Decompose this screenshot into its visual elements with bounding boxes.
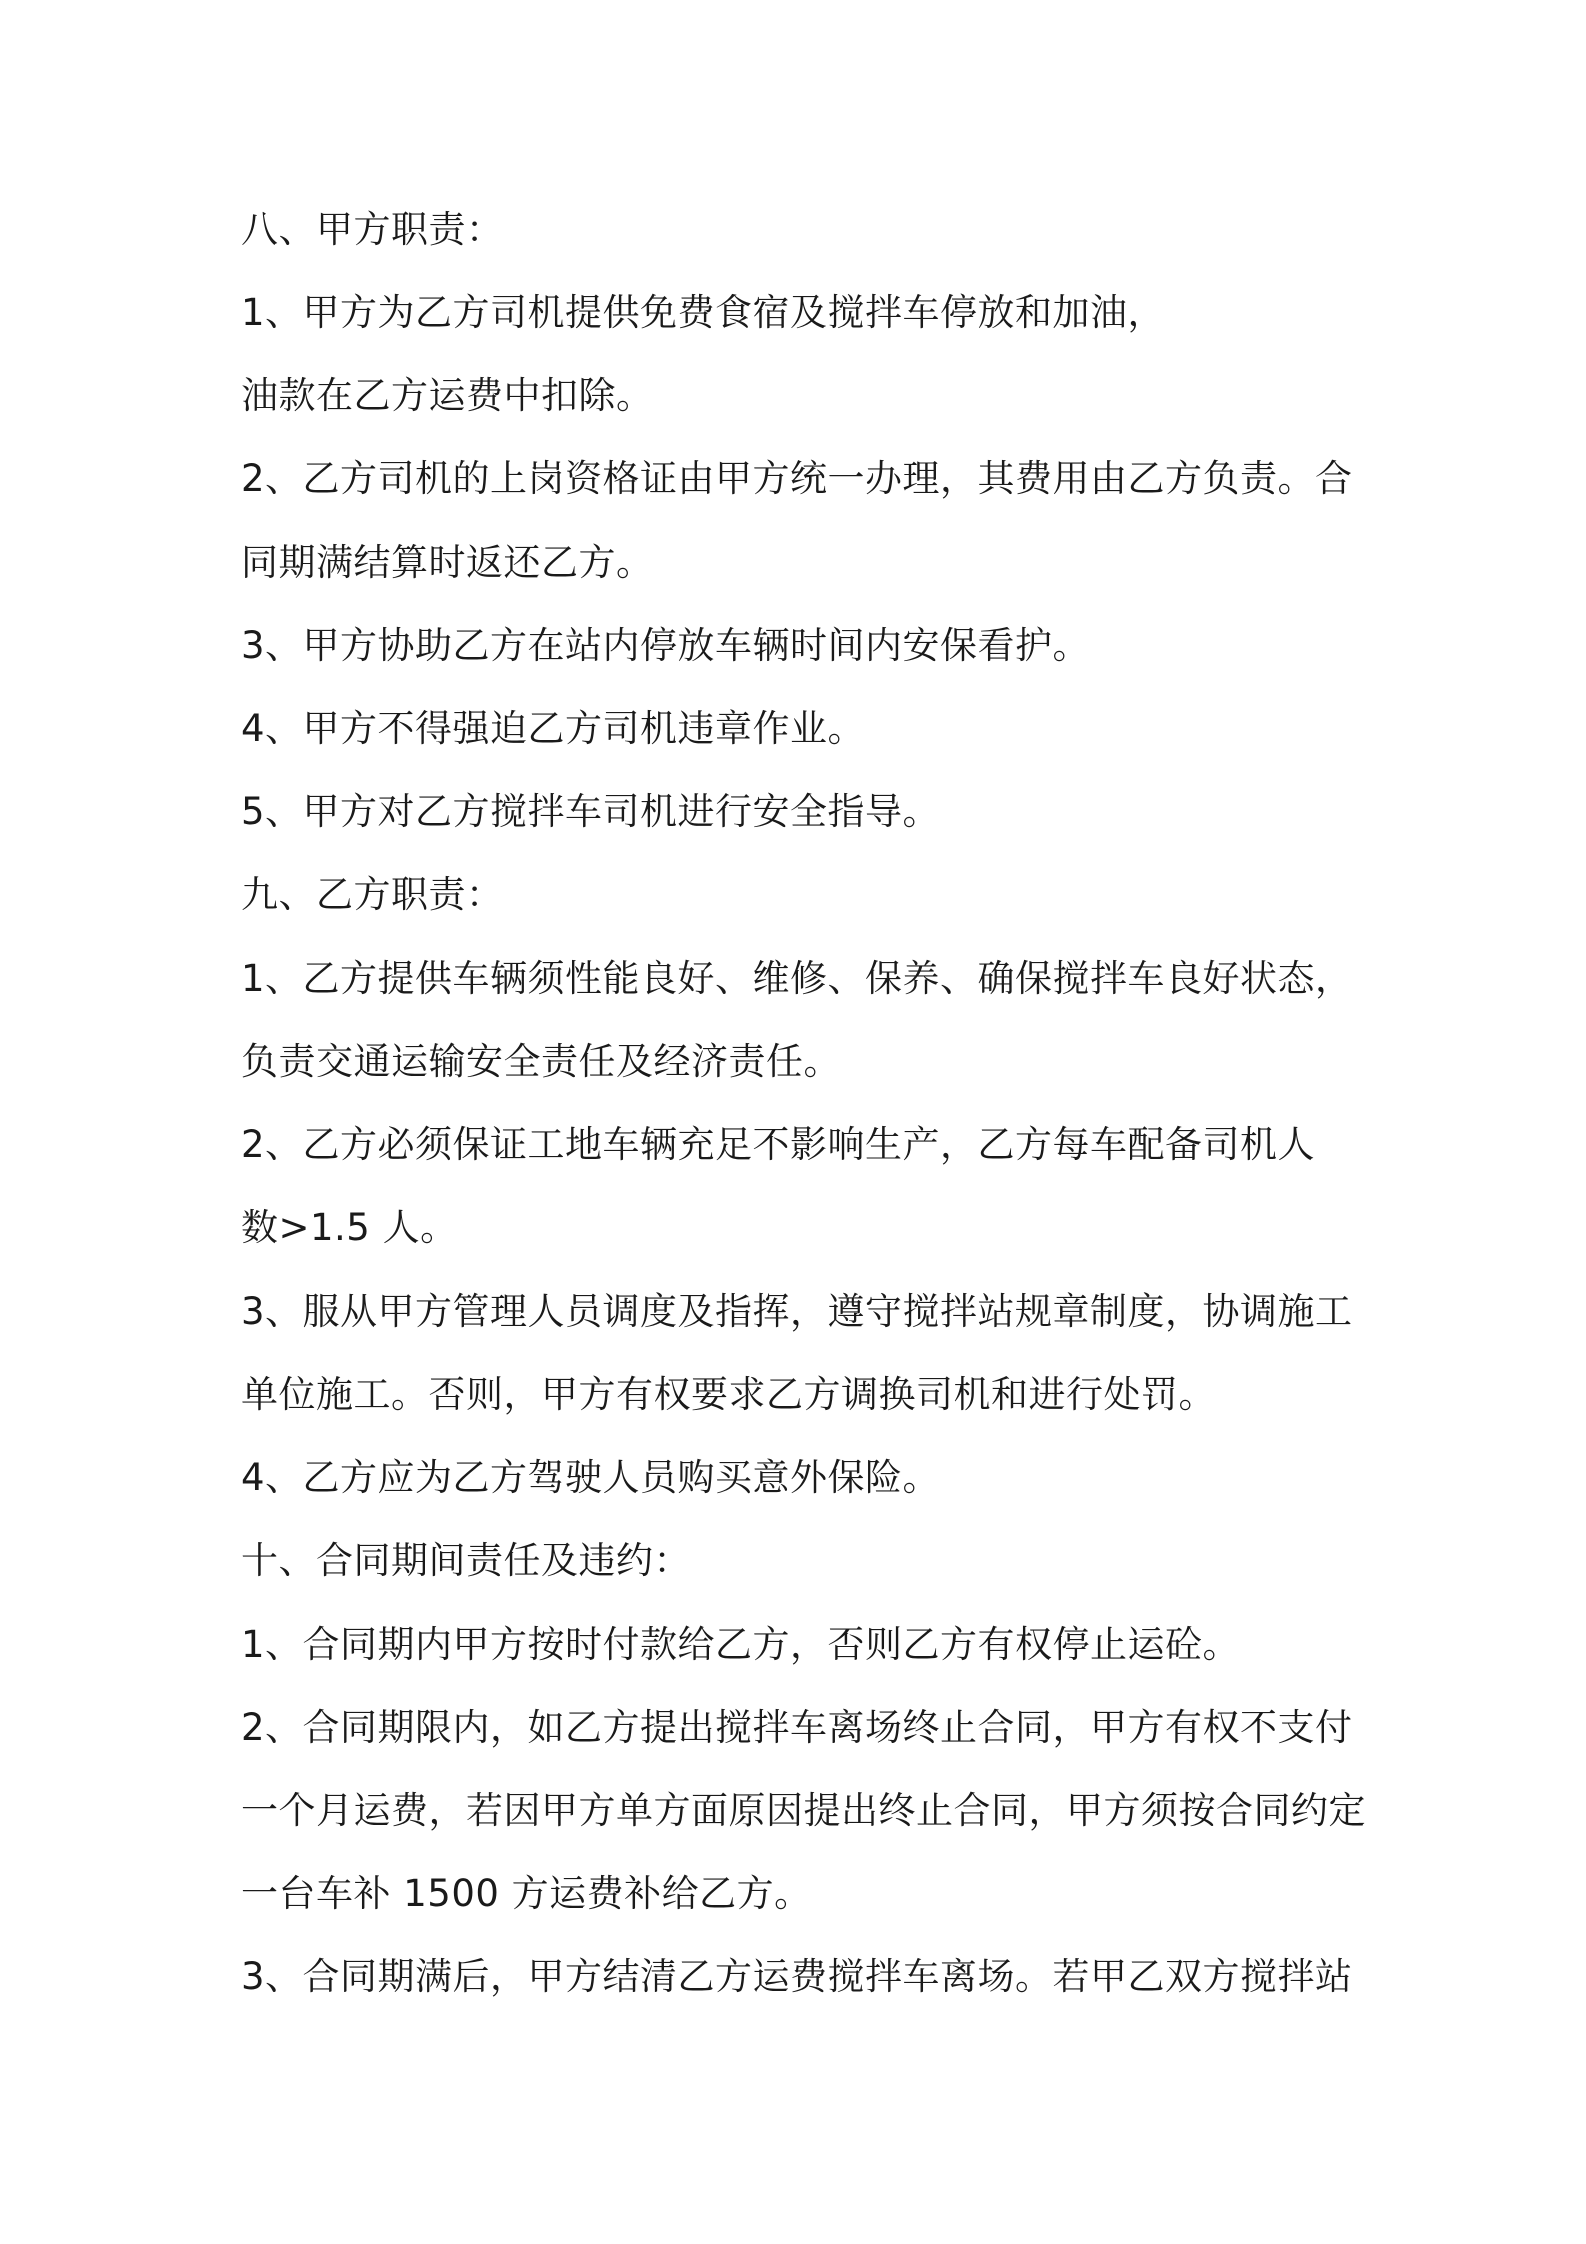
text-line: 2、合同期限内，如乙方提出搅拌车离场终止合同，甲方有权不支付 — [241, 1706, 1353, 1749]
text-line: 3、甲方协助乙方在站内停放车辆时间内安保看护。 — [241, 624, 1091, 667]
text-line: 负责交通运输安全责任及经济责任。 — [241, 1040, 841, 1083]
text-line: 单位施工。否则，甲方有权要求乙方调换司机和进行处罚。 — [241, 1373, 1216, 1416]
text-line: 4、甲方不得强迫乙方司机违章作业。 — [241, 707, 866, 750]
text-line: 油款在乙方运费中扣除。 — [241, 374, 654, 417]
text-line: 同期满结算时返还乙方。 — [241, 541, 654, 584]
text-line: 一个月运费，若因甲方单方面原因提出终止合同，甲方须按合同约定 — [241, 1789, 1366, 1832]
text-line: 1、甲方为乙方司机提供免费食宿及搅拌车停放和加油， — [241, 291, 1166, 334]
text-line: 2、乙方必须保证工地车辆充足不影响生产，乙方每车配备司机人 — [241, 1123, 1316, 1166]
text-line: 3、服从甲方管理人员调度及指挥，遵守搅拌站规章制度，协调施工 — [241, 1290, 1353, 1333]
text-line: 一台车补 1500 方运费补给乙方。 — [241, 1872, 812, 1915]
section-heading-10: 十、合同期间责任及违约： — [241, 1539, 691, 1582]
text-line: 1、合同期内甲方按时付款给乙方，否则乙方有权停止运砼。 — [241, 1623, 1241, 1666]
section-heading-8: 八、甲方职责： — [241, 208, 504, 251]
text-line: 5、甲方对乙方搅拌车司机进行安全指导。 — [241, 790, 941, 833]
text-line: 数>1.5 人。 — [241, 1206, 458, 1249]
text-line: 4、乙方应为乙方驾驶人员购买意外保险。 — [241, 1456, 941, 1499]
section-heading-9: 九、乙方职责： — [241, 873, 504, 916]
text-line: 3、合同期满后，甲方结清乙方运费搅拌车离场。若甲乙双方搅拌站 — [241, 1955, 1353, 1998]
text-line: 2、乙方司机的上岗资格证由甲方统一办理，其费用由乙方负责。合 — [241, 457, 1353, 500]
text-line: 1、乙方提供车辆须性能良好、维修、保养、确保搅拌车良好状态， — [241, 957, 1353, 1000]
